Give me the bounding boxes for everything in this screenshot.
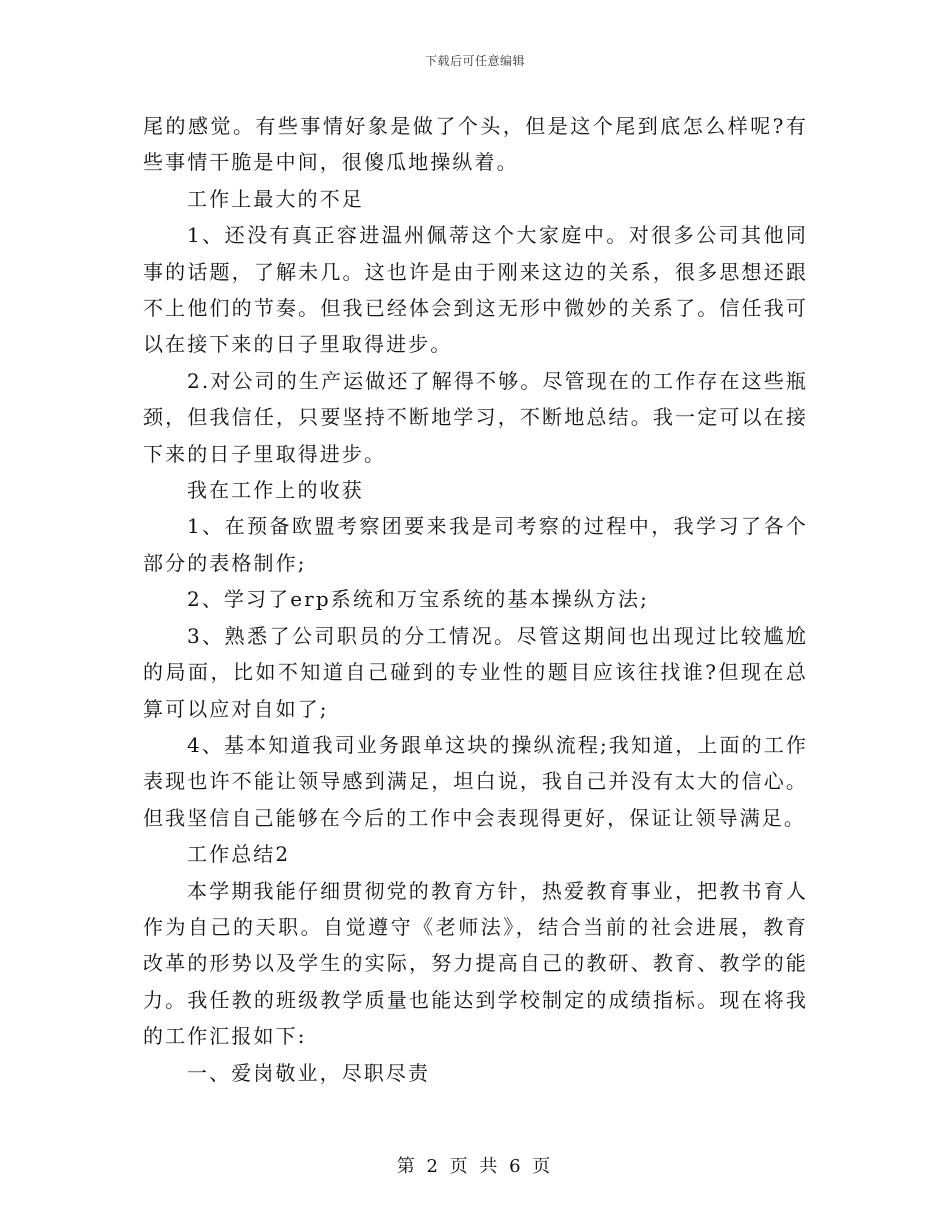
paragraph-summary-intro: 本学期我能仔细贯彻党的教育方针，热爱教育事业，把教书育人作为自己的天职。自觉遵守《老师法》，结合当前的社会进展，教育改革的形势以及学生的实际，努力提高自己的教研、教育、教学的能力。我任教的班级教学质量也能达到学校制定的成绩指标。现在将我的工作汇报如下: bbox=[143, 878, 808, 1049]
paragraph-shortcoming-2: 2.对公司的生产运做还了解得不够。尽管现在的工作存在这些瓶颈，但我信任，只要坚持不断地学习，不断地总结。我一定可以在接下来的日子里取得进步。 bbox=[143, 368, 808, 466]
page-number-footer: 第 2 页 共 6 页 bbox=[396, 1156, 554, 1177]
paragraph-gain-2: 2、学习了erp系统和万宝系统的基本操纵方法; bbox=[187, 587, 649, 612]
section-heading-shortcomings: 工作上最大的不足 bbox=[187, 186, 364, 211]
section-heading-summary-2: 工作总结2 bbox=[187, 842, 291, 867]
document-body bbox=[143, 108, 808, 1091]
section-heading-gains: 我在工作上的收获 bbox=[187, 478, 364, 503]
page-header-note: 下载后可任意编辑 bbox=[424, 54, 525, 68]
section-heading-dedication: 一、爱岗敬业，尽职尽责 bbox=[187, 1060, 431, 1085]
paragraph-continuation: 尾的感觉。有些事情好象是做了个头，但是这个尾到底怎么样呢?有些事情干脆是中间，很傻瓜地操纵着。 bbox=[143, 114, 808, 175]
paragraph-gain-3: 3、熟悉了公司职员的分工情况。尽管这期间也出现过比较尴尬的局面，比如不知道自己碰到的专业性的题目应该往找谁?但现在总算可以应对自如了; bbox=[143, 623, 808, 721]
paragraph-gain-4: 4、基本知道我司业务跟单这块的操纵流程;我知道，上面的工作表现也许不能让领导感到满足，坦白说，我自己并没有太大的信心。但我坚信自己能够在今后的工作中会表现得更好，保证让领导满足。 bbox=[143, 732, 808, 830]
paragraph-shortcoming-1: 1、还没有真正容进温州佩蒂这个大家庭中。对很多公司其他同事的话题，了解未几。这也许是由于刚来这边的关系，很多思想还跟不上他们的节奏。但我已经体会到这无形中微妙的关系了。信任我可以在接下来的日子里取得进步。 bbox=[143, 223, 808, 357]
paragraph-gain-1: 1、在预备欧盟考察团要来我是司考察的过程中，我学习了各个部分的表格制作; bbox=[143, 514, 808, 575]
